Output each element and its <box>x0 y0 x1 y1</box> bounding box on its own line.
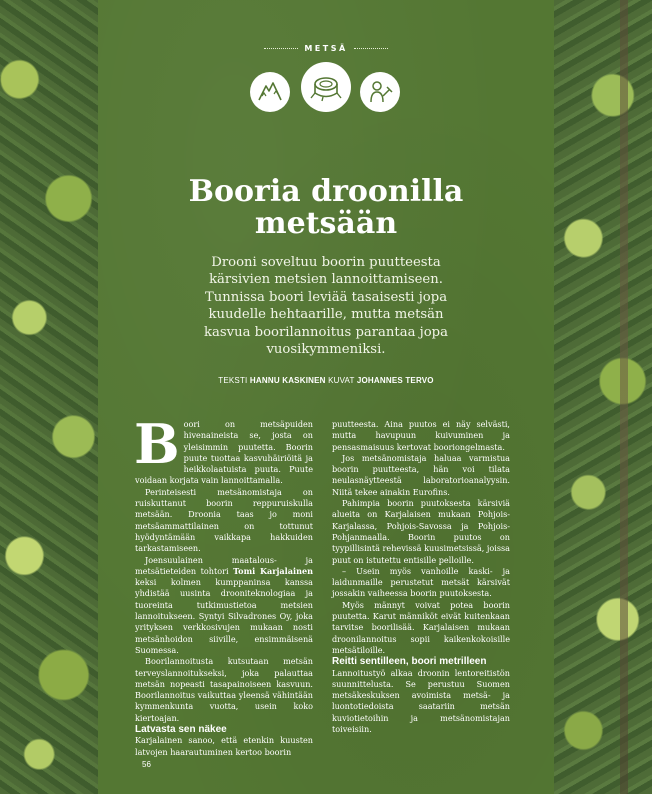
paragraph: Jos metsänomistaja haluaa varmistua boorin puutteesta, hän voi tilata neulasnäytteestä laboratorioanalyysin. Niitä tekee ainakin Eurofins. <box>332 452 510 497</box>
mountain-forest-icon <box>250 72 290 112</box>
paragraph: – Usein myös vanhoille kaski- ja laidunmaille perustetut metsät kärsivät jossakin vaiheessa boorin puutoksesta. <box>332 565 510 599</box>
paragraph: Pahimpia boorin puutoksesta kärsiviä alueita on Karjalaisen mukaan Pohjois-Karjalassa, Pohjois-Savossa ja Pohjois-Pohjanmaalla. Boorin puutos on tyypillisintä rehevissä kuusimetsissä, joissa puut on istutettu entisille pelloille. <box>332 498 510 565</box>
title-line-1: Booria droonilla <box>188 174 464 209</box>
body-column-right <box>332 419 510 735</box>
lead-paragraph: Drooni soveltuu boorin puutteesta kärsivien metsien lannoittamiseen. Tunnissa boori leviää tasaisesti jopa kuudelle hehtaarille, mutta metsän kasvua boorilannoitus parantaa jopa vuosikymmeniksi. <box>204 255 448 358</box>
paragraph: Lannoitustyö alkaa droonin lentoreitistön suunnittelusta. Se perustuu Suomen metsäkeskuksen avoimista metsä- ja luontotiedoista saatariin metsän kuviotietoihin ja metsänomistajan toiveisiin. <box>332 667 510 735</box>
byline-photographer: JOHANNES TERVO <box>356 376 434 385</box>
section-icons <box>98 60 554 120</box>
dotted-rule-left <box>264 48 298 49</box>
paragraph: Perinteisesti metsänomistaja on ruiskuttanut boorin reppuruiskulla metsään. Droonia taas jo moni metsäammattilainen on tottunut hyödyntämään vaikkapa hakkuiden tarkastamiseen. <box>135 486 313 554</box>
paragraph-text: oori on metsäpuiden hivenaineista se, josta on yleisimmin puutetta. Boorin puute tuottaa kasvuhäiriöitä ja heikkolaatuista puuta. Puute voidaan korjata vain lannoittamalla. <box>135 419 313 486</box>
byline-text-label: TEKSTI <box>218 376 248 385</box>
article-title <box>98 176 554 240</box>
subheading: Reitti sentilleen, boori metrilleen <box>332 656 487 668</box>
forester-icon <box>360 72 400 112</box>
tree-stump-icon <box>301 62 351 112</box>
paragraph: Boorilannoitusta kutsutaan metsän terveyslannoitukseksi, joka palauttaa metsän nopeasti tasapainoiseen kasvuun. Boorilannoitus vaikuttaa yleensä vähintään kymmenkunta vuotta, usein koko kiertoajan. <box>135 656 313 723</box>
person-name: Tomi Karjalainen <box>233 565 313 576</box>
dotted-rule-right <box>354 48 388 49</box>
paragraph <box>135 555 313 657</box>
forest-photo-left <box>0 0 98 794</box>
paragraph <box>134 412 313 487</box>
page-number: 56 <box>142 760 151 769</box>
tree-trunk <box>620 0 628 794</box>
article-panel <box>98 0 554 794</box>
paragraph-text: Joensuulainen maatalous- ja metsätieteiden tohtori <box>135 554 313 576</box>
drop-cap: B <box>134 412 180 476</box>
forest-photo-right <box>554 0 652 794</box>
body-column-left <box>134 412 313 758</box>
paragraph-text: keksi kolmen kumppaninsa kanssa yhdistää uusinta drooniteknologiaa ja tuoreinta tutkimustietoa metsien lannoitukseen. Syntyi Silvadrones Oy, joka yrityksen verkkosivujen mukaan nosti metsänhoidon siiville, ensimmäisenä Suomessa. <box>135 577 313 655</box>
byline <box>98 376 554 385</box>
section-header <box>98 44 554 53</box>
byline-photo-label: KUVAT <box>328 376 355 385</box>
paragraph: puutteesta. Aina puutos ei näy selvästi, mutta havupuun kuivuminen ja pensasmaisuus kertovat booriongelmasta. <box>332 419 510 452</box>
subheading: Latvasta sen näkee <box>135 724 227 736</box>
title-line-2: metsään <box>254 206 398 241</box>
byline-author: HANNU KASKINEN <box>249 376 326 385</box>
paragraph: Karjalainen sanoo, että etenkin kuusten latvojen haarautuminen kertoo boorin <box>135 735 313 757</box>
section-label: METSÄ <box>304 44 348 53</box>
paragraph: Myös männyt voivat potea boorin puutetta. Karut männiköt eivät kuitenkaan tarvitse boorilisää. Karjalaisen mukaan droonilannoitus sopii kaikenkokoisille metsätiloille. <box>332 599 510 655</box>
